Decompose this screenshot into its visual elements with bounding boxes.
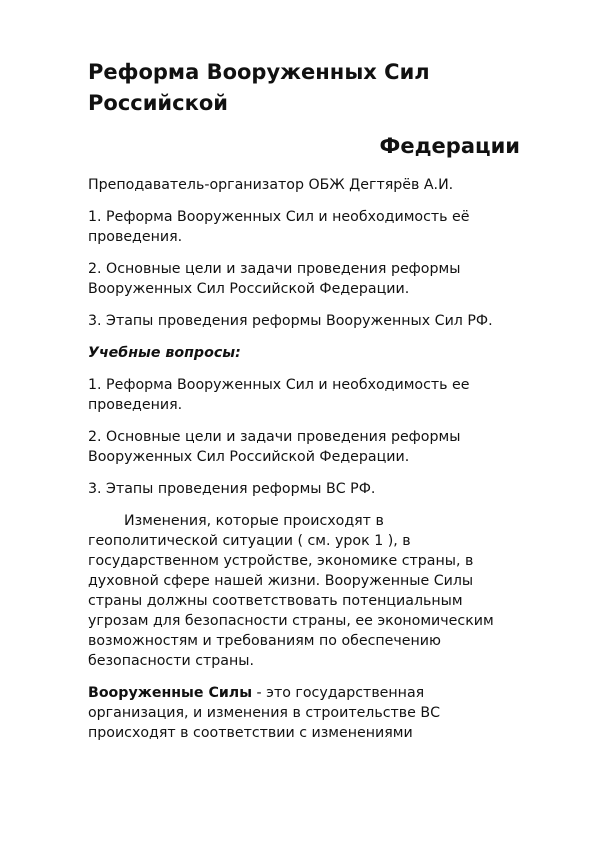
questions-heading: Учебные вопросы: (88, 345, 241, 361)
question-item-1: 1. Реформа Вооруженных Сил и необходимость ее проведения. (88, 377, 470, 413)
title-line-3: Федерации (379, 134, 520, 158)
title-line-1: Реформа Вооруженных Сил (88, 60, 430, 84)
paragraph-armed-forces: Вооруженные Силы - это государственная организация, и изменения в строительстве ВС происходят в соответствии с изменениями (88, 685, 441, 741)
document-body (88, 175, 558, 755)
document-title (88, 57, 548, 119)
armed-forces-term: Вооруженные Силы (88, 685, 253, 701)
title-line-2: Российской (88, 91, 228, 115)
author-line: Преподаватель-организатор ОБЖ Дегтярёв А.И. (88, 177, 454, 193)
outline-item-3: 3. Этапы проведения реформы Вооруженных Сил РФ. (88, 313, 493, 329)
outline-item-2: 2. Основные цели и задачи проведения реформы Вооруженных Сил Российской Федерации. (88, 261, 461, 297)
question-item-3: 3. Этапы проведения реформы ВС РФ. (88, 481, 376, 497)
question-item-2: 2. Основные цели и задачи проведения реформы Вооруженных Сил Российской Федерации. (88, 429, 461, 465)
outline-item-1: 1. Реформа Вооруженных Сил и необходимость её проведения. (88, 209, 470, 245)
paragraph-changes: Изменения, которые происходят в геополитической ситуации ( см. урок 1 ), в государственном устройстве, экономике страны, в духовной сфере нашей жизни. Вооруженные Силы страны должны соответствовать потенциальным угрозам для безопасности страны, ее экономическим возможностям и требованиям по обеспечению безопасности страны. (88, 513, 494, 669)
